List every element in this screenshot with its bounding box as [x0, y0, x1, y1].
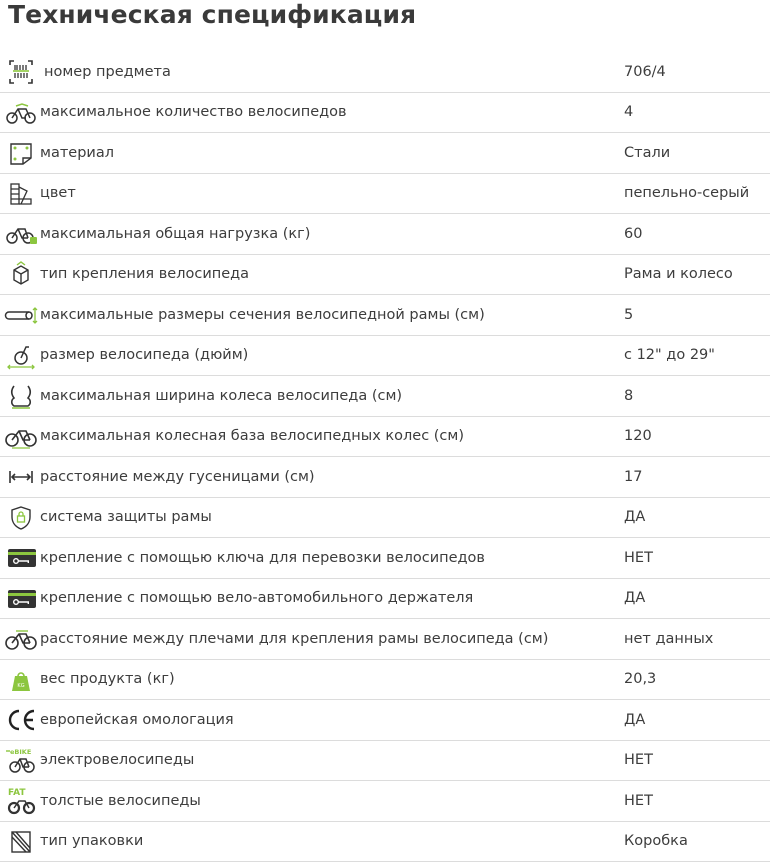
bikes-stack-icon	[4, 98, 38, 128]
spec-label: тип упаковки	[40, 833, 144, 850]
spec-label: расстояние между плечами для крепления рамы велосипеда (см)	[40, 630, 549, 647]
spec-label: тип крепления велосипеда	[40, 266, 250, 283]
svg-text:FAT: FAT	[8, 788, 26, 798]
spec-value: 20,3	[624, 671, 657, 688]
spec-label: крепление с помощью ключа для перевозки велосипедов	[40, 549, 485, 566]
spec-row	[0, 174, 770, 215]
ebike-icon	[4, 746, 38, 776]
spec-label: максимальная колесная база велосипедных колес (см)	[40, 428, 465, 445]
spec-table	[0, 52, 770, 862]
weight-icon	[4, 665, 38, 695]
material-icon	[4, 138, 38, 168]
spec-label: максимальная ширина колеса велосипеда (см)	[40, 387, 403, 404]
frame-section-icon	[4, 300, 38, 330]
spec-row	[0, 498, 770, 539]
spec-row	[0, 52, 770, 93]
spec-row	[0, 457, 770, 498]
spec-value: 4	[624, 104, 634, 121]
spec-label: вес продукта (кг)	[40, 671, 175, 688]
package-icon	[4, 827, 38, 857]
spec-label: крепление с помощью вело-автомобильного держателя	[40, 590, 474, 607]
spec-value: ДА	[624, 711, 646, 728]
barcode-icon	[4, 57, 38, 87]
spec-value: НЕТ	[624, 752, 653, 769]
wheel-size-icon	[4, 341, 38, 371]
wheel-width-icon	[4, 381, 38, 411]
svg-text:KG: KG	[17, 682, 25, 689]
spec-value: Рама и колесо	[624, 266, 733, 283]
spec-row	[0, 376, 770, 417]
spec-value: пепельно-серый	[624, 185, 750, 202]
spec-row	[0, 417, 770, 458]
spec-value: с 12" до 29"	[624, 347, 715, 364]
spec-label: расстояние между гусеницами (см)	[40, 468, 315, 485]
spec-row	[0, 133, 770, 174]
spec-row	[0, 781, 770, 822]
spec-label: размер велосипеда (дюйм)	[40, 347, 249, 364]
spec-row	[0, 295, 770, 336]
color-swatch-icon	[4, 179, 38, 209]
spec-value: 17	[624, 468, 643, 485]
spec-label: максимальные размеры сечения велосипедной рамы (см)	[40, 306, 485, 323]
spec-value: Коробка	[624, 833, 688, 850]
spec-row	[0, 579, 770, 620]
spec-value: ДА	[624, 509, 646, 526]
spec-row	[0, 255, 770, 296]
fat-bike-icon	[4, 786, 38, 816]
spec-label: толстые велосипеды	[40, 792, 201, 809]
key-card-icon	[4, 584, 38, 614]
spec-value: 8	[624, 387, 634, 404]
spec-row	[0, 93, 770, 134]
spec-label: номер предмета	[44, 63, 171, 80]
spec-label: максимальная общая нагрузка (кг)	[40, 225, 311, 242]
spec-label: материал	[40, 144, 114, 161]
spec-label: электровелосипеды	[40, 752, 195, 769]
spec-row	[0, 700, 770, 741]
spec-value: НЕТ	[624, 792, 653, 809]
spec-label: максимальное количество велосипедов	[40, 104, 347, 121]
page-title: Техническая спецификация	[8, 0, 417, 29]
spec-value: 5	[624, 306, 634, 323]
spec-value: НЕТ	[624, 549, 653, 566]
spec-label: европейская омологация	[40, 711, 234, 728]
track-distance-icon	[4, 462, 38, 492]
spec-label: система защиты рамы	[40, 509, 212, 526]
spec-value: ДА	[624, 590, 646, 607]
bike-arms-icon	[4, 624, 38, 654]
ce-mark-icon	[4, 705, 38, 735]
spec-value: 60	[624, 225, 643, 242]
spec-row	[0, 214, 770, 255]
spec-row	[0, 538, 770, 579]
spec-row	[0, 660, 770, 701]
spec-value: 706/4	[624, 63, 666, 80]
mount-type-icon	[4, 260, 38, 290]
spec-value: Стали	[624, 144, 671, 161]
spec-row	[0, 619, 770, 660]
spec-row	[0, 822, 770, 863]
wheelbase-icon	[4, 422, 38, 452]
spec-label: цвет	[40, 185, 76, 202]
spec-row	[0, 336, 770, 377]
key-card-icon	[4, 543, 38, 573]
spec-row	[0, 741, 770, 782]
spec-value: 120	[624, 428, 652, 445]
shield-lock-icon	[4, 503, 38, 533]
bike-load-icon	[4, 219, 38, 249]
svg-text:eBIKE: eBIKE	[10, 747, 32, 756]
spec-value: нет данных	[624, 630, 714, 647]
